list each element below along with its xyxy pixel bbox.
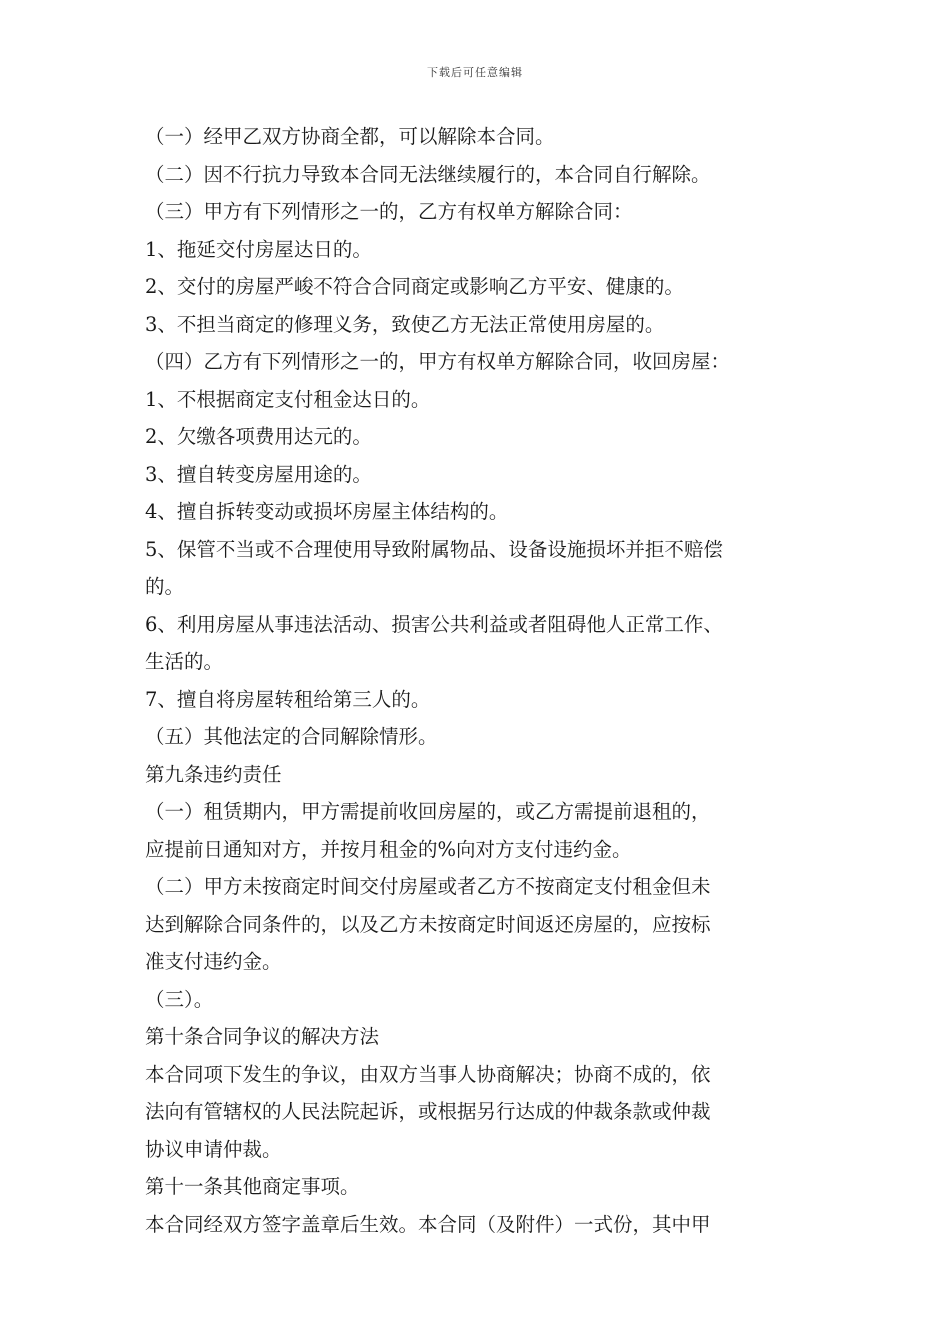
clause-line: （一）经甲乙双方协商全都，可以解除本合同。 [145,125,555,148]
clause-line: 准支付违约金。 [145,950,282,973]
clause-line: （一）租赁期内，甲方需提前收回房屋的，或乙方需提前退租的， [145,800,711,823]
clause-line: 3、不担当商定的修理义务，致使乙方无法正常使用房屋的。 [145,312,665,336]
clause-line: 7、擅自将房屋转租给第三人的。 [145,687,431,711]
article-heading: 第九条违约责任 [145,762,282,786]
document-body [145,118,810,1243]
clause-line: （五）其他法定的合同解除情形。 [145,725,438,748]
clause-line: （二）甲方未按商定时间交付房屋或者乙方不按商定支付租金但未 [145,875,711,898]
clause-line: 的。 [145,575,185,598]
clause-line: 协议申请仲裁。 [145,1137,282,1161]
clause-line: 3、擅自转变房屋用途的。 [145,462,372,486]
article-heading: 第十一条其他商定事项。 [145,1175,360,1198]
clause-line: （四）乙方有下列情形之一的，甲方有权单方解除合同，收回房屋： [145,350,731,373]
clause-line: 法向有管辖权的人民法院起诉，或根据另行达成的仲裁条款或仲裁 [145,1100,711,1123]
clause-line: 1、拖延交付房屋达日的。 [145,237,372,261]
clause-line: 1、不根据商定支付租金达日的。 [145,387,431,411]
clause-line: （二）因不行抗力导致本合同无法继续履行的，本合同自行解除。 [145,162,711,186]
page-header: 下载后可任意编辑 [427,66,523,79]
clause-line: 4、擅自拆转变动或损坏房屋主体结构的。 [145,500,509,523]
clause-line: 5、保管不当或不合理使用导致附属物品、设备设施损坏并拒不赔偿 [145,537,723,561]
clause-line: 2、欠缴各项费用达元的。 [145,425,372,448]
clause-line: （三）甲方有下列情形之一的，乙方有权单方解除合同： [145,200,633,223]
clause-line: 6、利用房屋从事违法活动、损害公共利益或者阻碍他人正常工作、 [145,612,723,636]
clause-line: 本合同项下发生的争议，由双方当事人协商解决；协商不成的，依 [145,1062,711,1086]
clause-line: 生活的。 [145,650,224,673]
clause-line: 应提前日通知对方，并按月租金的%向对方支付违约金。 [145,837,632,861]
clause-line: 2、交付的房屋严峻不符合合同商定或影响乙方平安、健康的。 [145,275,684,298]
clause-line: 达到解除合同条件的，以及乙方未按商定时间返还房屋的，应按标 [145,912,711,936]
clause-line: 本合同经双方签字盖章后生效。本合同（及附件）一式份，其中甲 [145,1212,711,1236]
article-heading: 第十条合同争议的解决方法 [145,1025,380,1048]
clause-line: （三）。 [145,987,214,1011]
